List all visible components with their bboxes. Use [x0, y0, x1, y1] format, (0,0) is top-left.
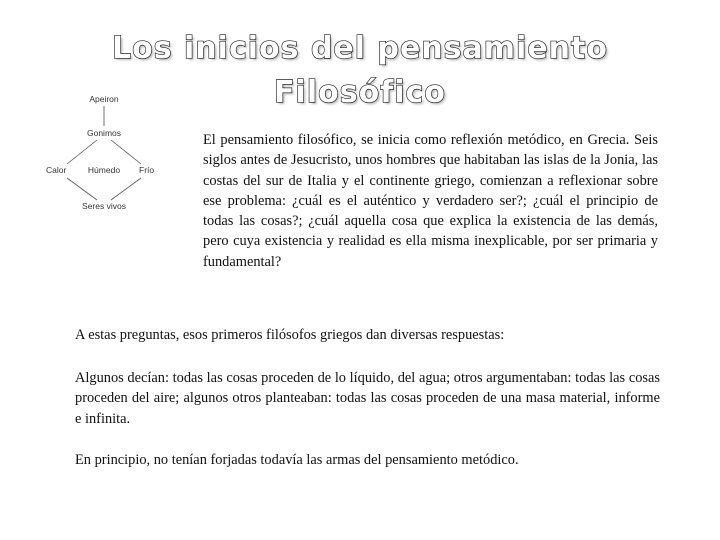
diagram-label-frio: Frío — [139, 165, 155, 175]
diagram-line-calor-seres — [67, 178, 97, 200]
diagram-label-calor: Calor — [46, 165, 67, 175]
paragraph-conclusion: En principio, no tenían forjadas todavía las armas del pensamiento metódico. — [75, 452, 519, 468]
diagram-label-gonimos: Gonimos — [86, 128, 122, 138]
apeiron-diagram — [45, 88, 170, 213]
diagram-label-apeiron: Apeiron — [89, 94, 119, 104]
diagram-line-gonimos-calor — [67, 140, 97, 164]
diagram-line-gonimos-frio — [111, 140, 141, 164]
paragraph-opinions: Algunos decían: todas las cosas proceden de lo líquido, del agua; otros argumentaban: todas las cosas proceden del aire; algunos otros planteaban: todas las cosas proceden de una masa material, informe e infinita. — [75, 370, 660, 427]
paragraph-answers: A estas preguntas, esos primeros filósofos griegos dan diversas respuestas: — [75, 327, 505, 343]
diagram-label-seres-vivos: Seres vivos — [82, 201, 126, 211]
intro-paragraph: El pensamiento filosófico, se inicia como reflexión metódico, en Grecia. Seis siglos antes de Jesucristo, unos hombres que habitaban las islas de la Jonia, las costas del sur de Italia y el continente griego, comienzan a reflexionar sobre ese problema: ¿cuál es el auténtico y verdadero ser?; ¿cuál el principio de todas las cosas?; ¿cuál aquella cosa que explica la existencia de las demás, pero cuya existencia y realidad es ella misma inexplicable, por ser primaria y fundamental? — [203, 132, 658, 270]
title-line-1: Los inicios del pensamiento — [112, 31, 608, 66]
title-line-2: Filosófico — [274, 75, 446, 110]
diagram-label-humedo: Húmedo — [87, 165, 121, 175]
diagram-line-frio-seres — [111, 178, 141, 200]
